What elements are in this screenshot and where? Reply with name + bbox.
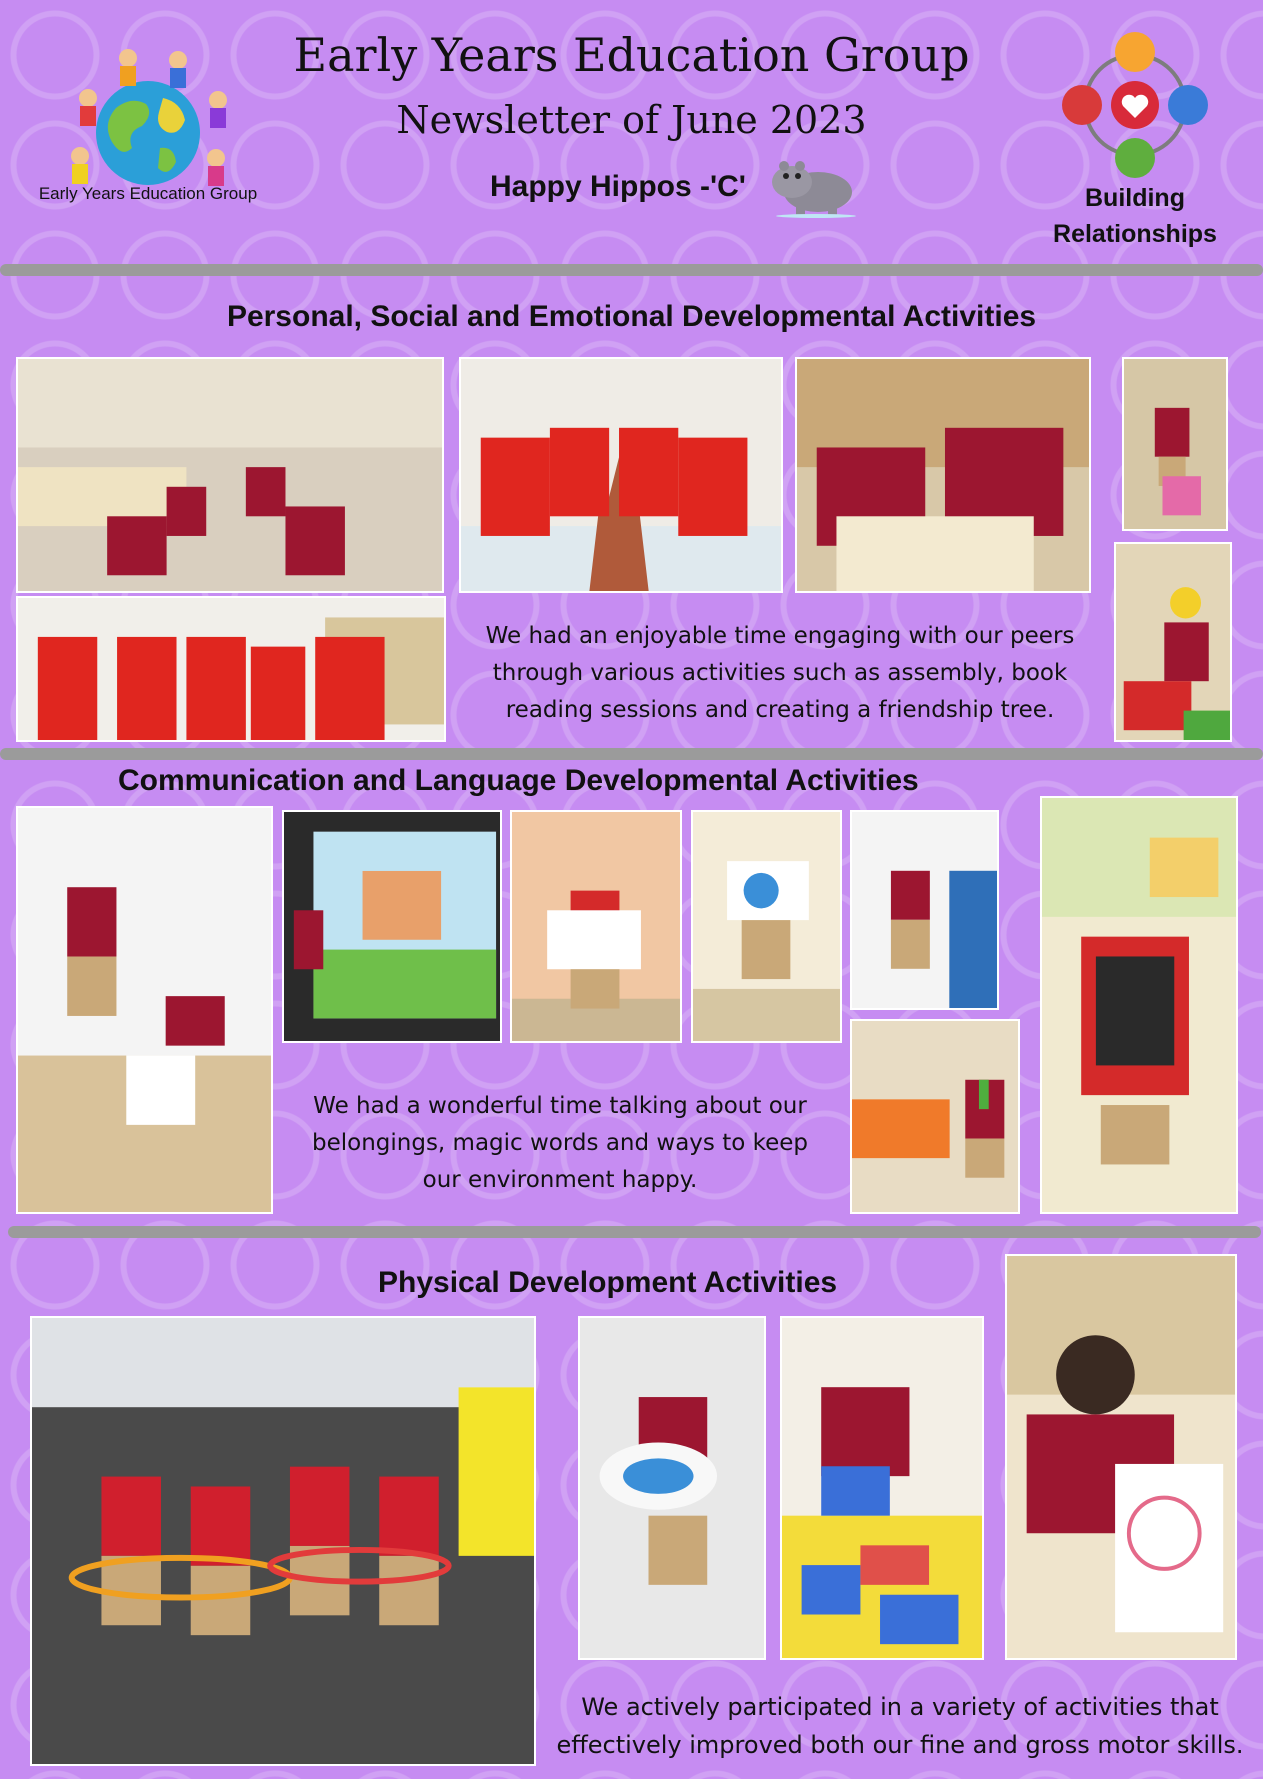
class-name: Happy Hippos -'C' xyxy=(490,170,746,203)
photo-friendship-tree xyxy=(459,357,783,593)
photo-scissors-cutting xyxy=(1005,1254,1237,1660)
photo-book-reading xyxy=(795,357,1091,593)
section-caption-physical: We actively participated in a variety of activities that effectively improved both our fine and gross motor skills. xyxy=(556,1693,1244,1759)
photo-smartboard xyxy=(282,810,502,1043)
logo-text: Early Years Education Group xyxy=(38,184,258,203)
emotions-cycle-icon xyxy=(1060,30,1210,180)
hippo-icon xyxy=(770,152,860,218)
page-title: Early Years Education Group xyxy=(293,28,970,82)
photo-toy-cart xyxy=(1122,357,1228,531)
newsletter-subtitle: Newsletter of June 2023 xyxy=(396,98,867,142)
divider xyxy=(0,264,1263,276)
section-caption-personal-social: We had an enjoyable time engaging with our peers through various activities such as assembly, book reading sessions and creating a friendship tree. xyxy=(485,623,1075,723)
section-title-physical: Physical Development Activities xyxy=(378,1266,838,1299)
section-title-communication: Communication and Language Developmental Activities xyxy=(118,764,919,797)
photo-balance-plate xyxy=(578,1316,766,1660)
photo-role-play xyxy=(1114,542,1232,742)
section-title-personal-social: Personal, Social and Emotional Developmental Activities xyxy=(226,300,1037,333)
photo-belongings-talk xyxy=(16,806,273,1214)
photo-recycling-poster xyxy=(510,810,682,1043)
photo-school-bag xyxy=(1040,796,1238,1214)
divider xyxy=(8,1226,1261,1238)
theme-label xyxy=(1030,180,1240,252)
photo-assembly-line xyxy=(16,357,444,593)
photo-display-board xyxy=(850,810,999,1010)
divider xyxy=(0,748,1263,760)
section-caption-communication: We had a wonderful time talking about our belongings, magic words and ways to keep our environment happy. xyxy=(311,1093,809,1193)
photo-foam-blocks xyxy=(780,1316,984,1660)
theme-label-line1: Building xyxy=(1085,184,1185,212)
theme-label-line2: Relationships xyxy=(1053,220,1217,248)
photo-painted-hands xyxy=(16,596,446,742)
photo-hula-hoops xyxy=(30,1316,536,1766)
photo-earth-drawing xyxy=(691,810,842,1043)
photo-water-bottle xyxy=(850,1019,1020,1214)
